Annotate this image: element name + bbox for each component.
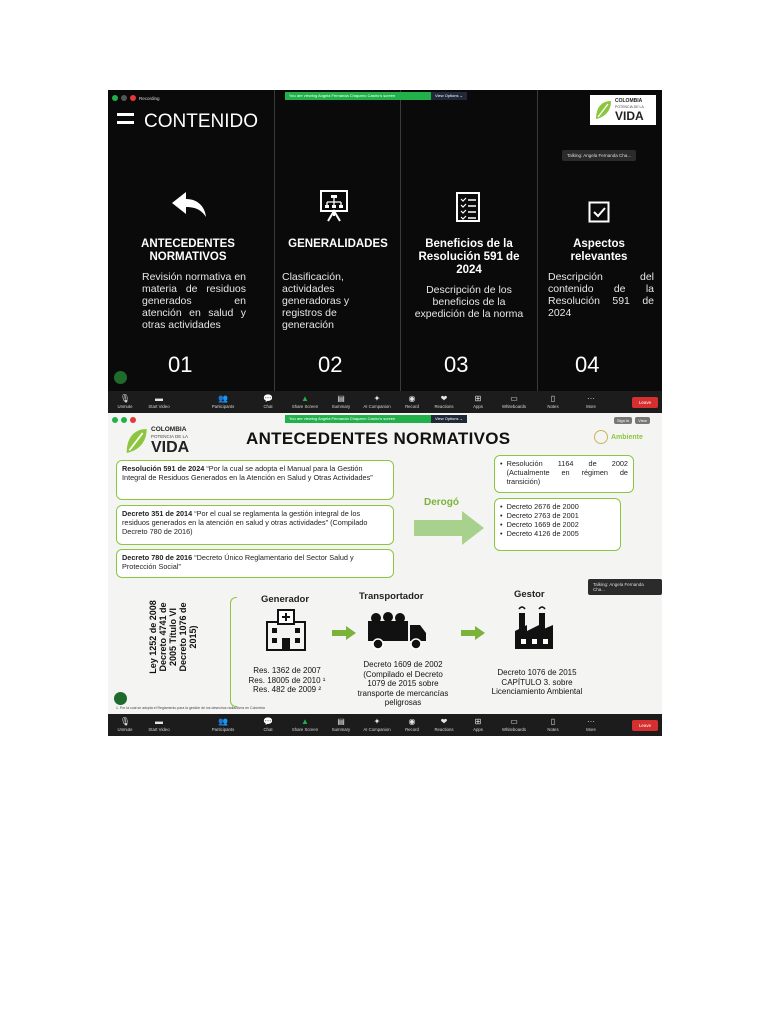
banner-text: You are viewing Angela Fernanda Chaparro Castro's screen <box>285 92 431 100</box>
truck-icon <box>366 609 428 651</box>
notes-icon: ▯ <box>550 394 556 403</box>
notes-button[interactable]: ▯ Notes <box>536 393 570 409</box>
start-video-button[interactable]: ▬ Start Video <box>142 716 176 732</box>
talking-indicator: Talking: Angela Fernanda Cha... <box>588 579 662 595</box>
whiteboards-button[interactable]: ▭ Whiteboards <box>497 393 531 409</box>
info-icon[interactable] <box>121 95 127 101</box>
whiteboards-button[interactable]: ▭ Whiteboards <box>497 716 531 732</box>
list-item: • Decreto 2763 de 2001 <box>500 511 579 520</box>
participants-button[interactable]: 👥 Participants <box>206 393 240 409</box>
column-3 <box>400 90 538 391</box>
menu-icon <box>117 113 134 124</box>
ai-companion-button[interactable]: ✦ AI Companion <box>360 716 394 732</box>
annotate-pencil-icon[interactable] <box>114 371 127 384</box>
footnote: 1. Por la cual se adopta el Reglamento para la gestión de los desechos radiactivos en Colombia <box>116 706 265 710</box>
view-options-button[interactable]: View Options ⌄ <box>431 92 467 100</box>
start-video-button[interactable]: ▬ Start Video <box>142 393 176 409</box>
sparkle-icon: ✦ <box>373 394 381 403</box>
video-off-icon: ▬ <box>155 717 163 726</box>
reactions-button[interactable]: ❤ Reactions <box>427 393 461 409</box>
derogo-label: Derogó <box>424 497 459 508</box>
checklist-icon <box>455 191 481 228</box>
leave-button[interactable]: Leave <box>632 720 658 731</box>
hospital-icon <box>263 608 309 652</box>
participants-button[interactable]: 👥 Participants <box>206 716 240 732</box>
slide-title: ANTECEDENTES NORMATIVOS <box>246 429 511 448</box>
video-off-icon: ▬ <box>155 394 163 403</box>
more-icon: ··· <box>587 717 595 726</box>
summary-button[interactable]: ▤ Summary <box>324 716 358 732</box>
apps-button[interactable]: ⊞ Apps <box>461 393 495 409</box>
transportador-label: Transportador <box>359 591 424 602</box>
seal-icon <box>594 430 608 444</box>
generador-label: Generador <box>261 594 310 605</box>
record-icon: ◉ <box>408 717 416 726</box>
gestor-label: Gestor <box>514 589 545 600</box>
banner-text: You are viewing Angela Fernanda Chaparro Castro's screen <box>285 415 431 423</box>
derogo-arrow-icon <box>414 511 484 545</box>
undo-arrow-icon <box>170 190 210 225</box>
chat-button[interactable]: 💬 Chat <box>251 716 285 732</box>
transportador-text: Decreto 1609 de 2002 (Compilado el Decreto 1079 de 2015 sobre transporte de mercancías peligrosas <box>357 660 449 707</box>
column-2 <box>274 90 401 391</box>
more-button[interactable]: ··· More <box>574 393 608 409</box>
share-screen-icon: ▲ <box>301 717 309 726</box>
more-button[interactable]: ··· More <box>574 716 608 732</box>
ministry-logo: Ambiente <box>594 430 643 444</box>
record-dot-icon <box>130 95 136 101</box>
item-1-number: 01 <box>168 352 193 377</box>
item-1-desc: Revisión normativa en materia de residuos generados en atención en salud y otras actividades <box>142 271 246 331</box>
notes-icon: ▯ <box>550 717 556 726</box>
item-4-desc: Descripción del contenido de la Resolución 591 de 2024 <box>548 271 654 319</box>
share-screen-button[interactable]: ▲ Share Screen <box>288 393 322 409</box>
whiteboard-icon: ▭ <box>510 717 518 726</box>
item-2-desc: Clasificación, actividades generadoras y registros de generación <box>282 271 350 331</box>
generador-refs: Res. 1362 de 2007 Res. 18005 de 2010 ¹ Res. 482 de 2009 ² <box>248 666 326 694</box>
record-button[interactable]: ◉ Record <box>395 393 429 409</box>
more-icon: ··· <box>587 394 595 403</box>
leaf-logo-icon <box>124 426 148 456</box>
apps-icon: ⊞ <box>474 717 482 726</box>
chat-icon: 💬 <box>263 394 273 403</box>
column-1 <box>108 90 275 391</box>
apps-icon: ⊞ <box>474 394 482 403</box>
summary-icon: ▤ <box>337 717 345 726</box>
unmute-button[interactable]: 🎙 Unmute <box>108 716 142 732</box>
participants-icon: 👥 <box>218 394 228 403</box>
item-4-title: Aspectos relevantes <box>570 238 628 263</box>
norm-box-1: Resolución 591 de 2024 “Por la cual se adopta el Manual para la Gestión Integral de Residuos Generados en la Atención en Salud y Otras Actividades” <box>116 460 394 500</box>
shield-icon <box>112 417 118 423</box>
annotate-pencil-icon[interactable] <box>114 692 127 705</box>
screen-share-banner <box>285 92 467 100</box>
leave-button[interactable]: Leave <box>632 397 658 408</box>
recording-indicator <box>112 95 160 101</box>
info-icon[interactable] <box>121 417 127 423</box>
chat-icon: 💬 <box>263 717 273 726</box>
item-3-title: Beneficios de la Resolución 591 de 2024 <box>418 238 520 276</box>
record-button[interactable]: ◉ Record <box>395 716 429 732</box>
talking-indicator: Talking: Angela Fernanda Cha... <box>562 150 636 161</box>
reactions-button[interactable]: ❤ Reactions <box>427 716 461 732</box>
screen-share-banner <box>285 415 467 423</box>
norm-box-2: Decreto 351 de 2014 “Por el cual se reglamenta la gestión integral de los residuos generados en la atención en salud y otras actividades” (Compilado Decreto 780 de 2016) <box>116 505 394 545</box>
whiteboard-icon: ▭ <box>510 394 518 403</box>
item-3-desc: Descripción de los beneficios de la expedición de la norma <box>414 284 524 320</box>
window-controls <box>112 417 136 423</box>
ai-companion-button[interactable]: ✦ AI Companion <box>360 393 394 409</box>
arrow-right-icon <box>332 626 356 640</box>
colombia-logo: COLOMBIA POTENCIA DE LA VIDA <box>590 95 656 125</box>
share-screen-button[interactable]: ▲ Share Screen <box>288 716 322 732</box>
apps-button[interactable]: ⊞ Apps <box>461 716 495 732</box>
norm-box-3: Decreto 780 de 2016 “Decreto Único Reglamentario del Sector Salud y Protección Social” <box>116 549 394 578</box>
item-1-title: ANTECEDENTES NORMATIVOS <box>141 238 235 263</box>
derogated-box-1: • Resolución 1164 de 2002 (Actualmente en régimen de transición) <box>494 455 634 493</box>
sparkle-icon: ✦ <box>373 717 381 726</box>
heart-icon: ❤ <box>440 394 448 403</box>
gestor-text: Decreto 1076 de 2015 CAPÍTULO 3. sobre Licenciamiento Ambiental <box>491 668 583 696</box>
list-item: • Decreto 4126 de 2005 <box>500 529 579 538</box>
presentation-board-icon <box>318 188 350 227</box>
shield-icon <box>112 95 118 101</box>
item-3-number: 03 <box>444 352 469 377</box>
bracket <box>230 597 237 707</box>
participants-icon: 👥 <box>218 717 228 726</box>
view-options-button[interactable]: View Options ⌄ <box>431 415 467 423</box>
record-icon: ◉ <box>408 394 416 403</box>
colombia-logo: COLOMBIA POTENCIA DE LA VIDA <box>120 423 206 459</box>
contenido-heading: CONTENIDO <box>144 111 258 132</box>
recording-label: Recording <box>139 95 160 101</box>
summary-button[interactable]: ▤ Summary <box>324 393 358 409</box>
meeting-window-antecedentes <box>108 413 662 736</box>
derogated-box-2 <box>494 498 621 551</box>
summary-icon: ▤ <box>337 394 345 403</box>
record-dot-icon <box>130 417 136 423</box>
list-item: • Decreto 2676 de 2000 <box>500 502 579 511</box>
meeting-toolbar <box>108 391 662 413</box>
leaf-logo-icon <box>594 99 612 121</box>
top-right-controls <box>614 417 650 424</box>
factory-icon <box>513 603 555 651</box>
chat-button[interactable]: 💬 Chat <box>251 393 285 409</box>
meeting-toolbar <box>108 714 662 736</box>
mic-muted-icon: 🎙 <box>119 394 131 403</box>
heart-icon: ❤ <box>440 717 448 726</box>
sign-in-button[interactable]: Sign in <box>614 417 632 424</box>
item-4-number: 04 <box>575 352 600 377</box>
checkbox-icon <box>588 201 610 228</box>
view-button[interactable]: View <box>635 417 650 424</box>
column-4 <box>537 90 662 391</box>
item-2-number: 02 <box>318 352 343 377</box>
list-item: • Decreto 1669 de 2002 <box>500 520 579 529</box>
meeting-window-contenido <box>108 90 662 413</box>
arrow-right-icon <box>461 626 485 640</box>
unmute-button[interactable]: 🎙 Unmute <box>108 393 142 409</box>
vertical-law-text: Ley 1252 de 2008 Decreto 4741 de 2005 Título VI Decreto 1076 de 2015) <box>148 600 198 674</box>
item-2-title: GENERALIDADES <box>288 238 388 250</box>
notes-button[interactable]: ▯ Notes <box>536 716 570 732</box>
share-screen-icon: ▲ <box>301 394 309 403</box>
mic-muted-icon: 🎙 <box>119 717 131 726</box>
